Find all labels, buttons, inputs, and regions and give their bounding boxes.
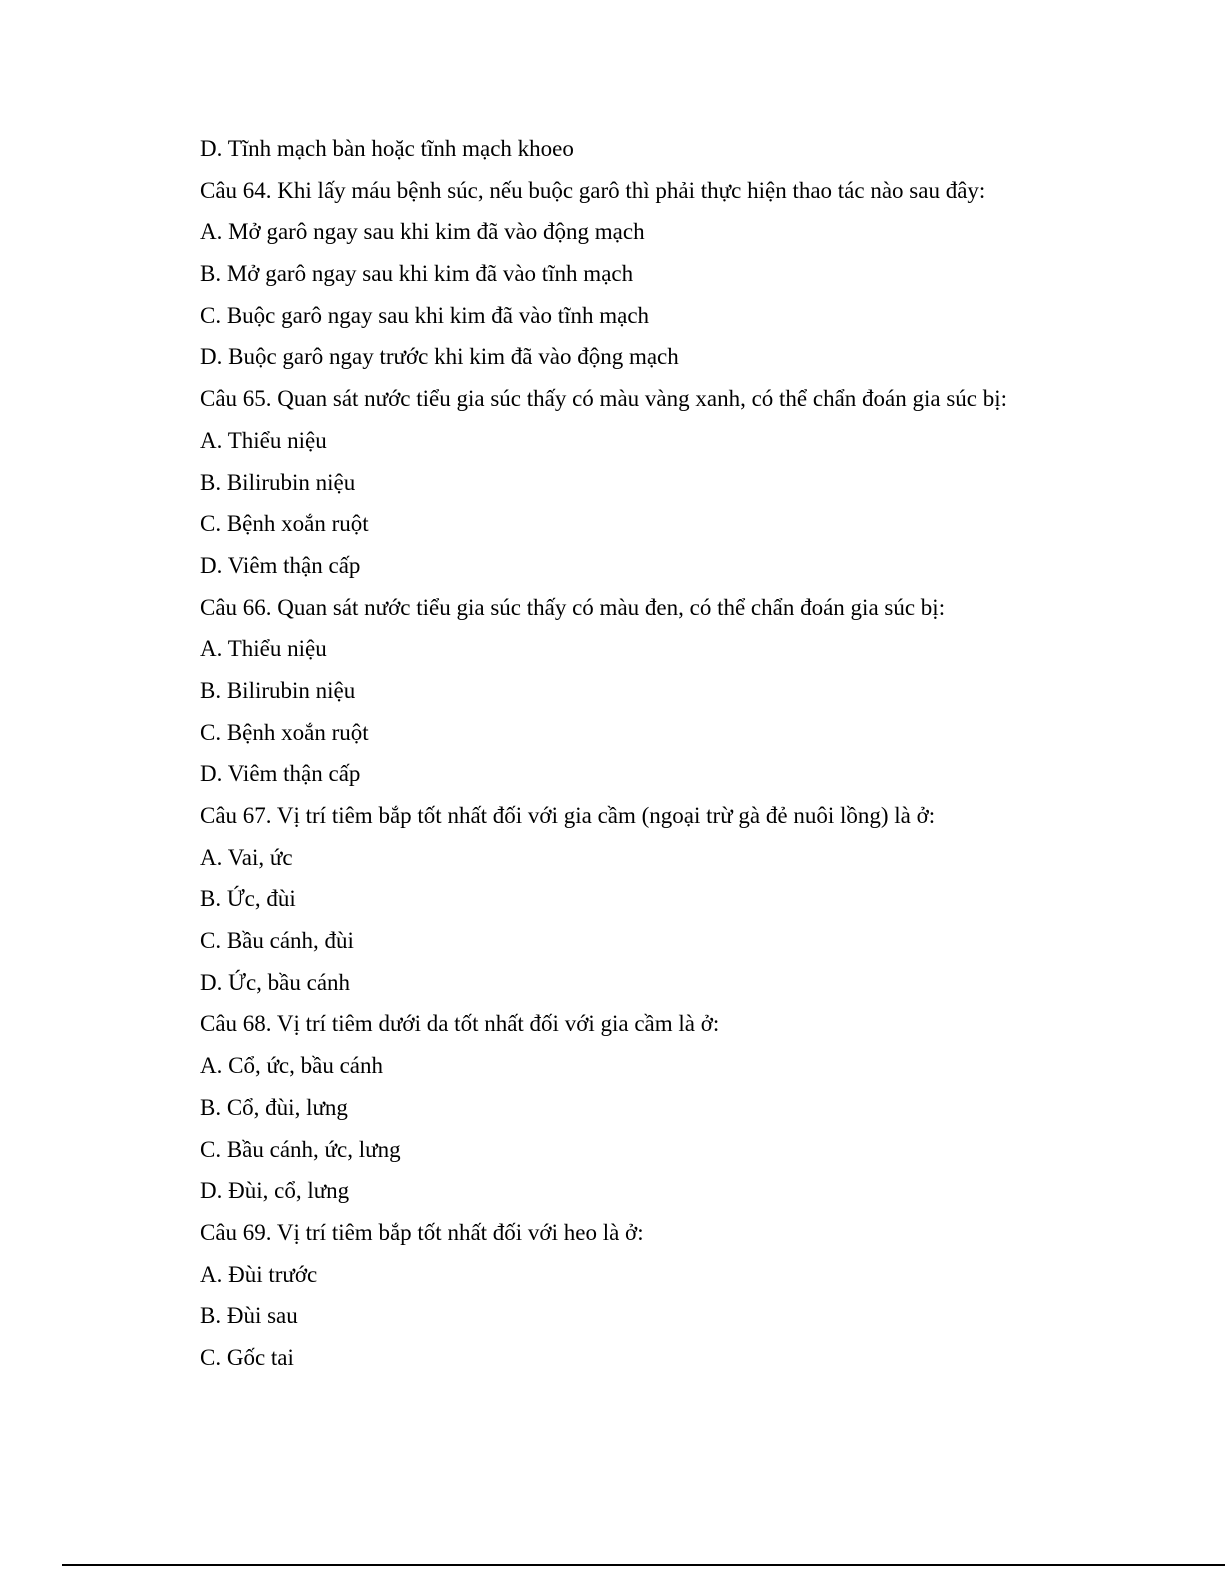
- option-c-q65: C. Bệnh xoắn ruột: [200, 511, 369, 537]
- option-a-q66: A. Thiểu niệu: [200, 636, 327, 662]
- option-d-q63: D. Tĩnh mạch bàn hoặc tĩnh mạch khoeo: [200, 136, 574, 161]
- option-d-q64: D. Buộc garô ngay trước khi kim đã vào động mạch: [200, 344, 679, 370]
- option-a-q67: A. Vai, ức: [200, 844, 293, 870]
- option-b-q69: B. Đùi sau: [200, 1303, 298, 1329]
- option-c-q64: C. Buộc garô ngay sau khi kim đã vào tĩnh mạch: [200, 302, 650, 328]
- option-b-q65: B. Bilirubin niệu: [200, 469, 356, 495]
- option-c-q66: C. Bệnh xoắn ruột: [200, 719, 369, 745]
- question-list: [200, 128, 1050, 1379]
- option-d-q65: D. Viêm thận cấp: [200, 552, 361, 578]
- question-65: Câu 65. Quan sát nước tiểu gia súc thấy có màu vàng xanh, có thể chẩn đoán gia súc bị:: [200, 386, 1008, 412]
- option-b-q66: B. Bilirubin niệu: [200, 677, 356, 703]
- option-d-q66: D. Viêm thận cấp: [200, 761, 361, 787]
- option-a-q64: A. Mở garô ngay sau khi kim đã vào động mạch: [200, 219, 645, 245]
- option-a-q69: A. Đùi trước: [200, 1261, 318, 1287]
- question-68: Câu 68. Vị trí tiêm dưới da tốt nhất đối với gia cầm là ở:: [200, 1011, 720, 1037]
- option-a-q65: A. Thiểu niệu: [200, 427, 327, 453]
- question-64: Câu 64. Khi lấy máu bệnh súc, nếu buộc garô thì phải thực hiện thao tác nào sau đây:: [200, 177, 986, 203]
- option-c-q67: C. Bầu cánh, đùi: [200, 928, 354, 954]
- question-69: Câu 69. Vị trí tiêm bắp tốt nhất đối với heo là ở:: [200, 1219, 644, 1245]
- question-66: Câu 66. Quan sát nước tiểu gia súc thấy có màu đen, có thể chẩn đoán gia súc bị:: [200, 594, 946, 620]
- option-c-q68: C. Bầu cánh, ức, lưng: [200, 1136, 401, 1162]
- option-d-q67: D. Ức, bầu cánh: [200, 969, 351, 995]
- option-b-q68: B. Cổ, đùi, lưng: [200, 1094, 348, 1120]
- option-d-q68: D. Đùi, cổ, lưng: [200, 1178, 350, 1204]
- option-b-q64: B. Mở garô ngay sau khi kim đã vào tĩnh mạch: [200, 261, 634, 287]
- page-bottom-rule: [62, 1564, 1225, 1566]
- option-a-q68: A. Cổ, ức, bầu cánh: [200, 1053, 384, 1079]
- option-c-q69: C. Gốc tai: [200, 1344, 294, 1370]
- question-67: Câu 67. Vị trí tiêm bắp tốt nhất đối với gia cầm (ngoại trừ gà đẻ nuôi lồng) là ở:: [200, 803, 936, 829]
- option-b-q67: B. Ức, đùi: [200, 886, 296, 912]
